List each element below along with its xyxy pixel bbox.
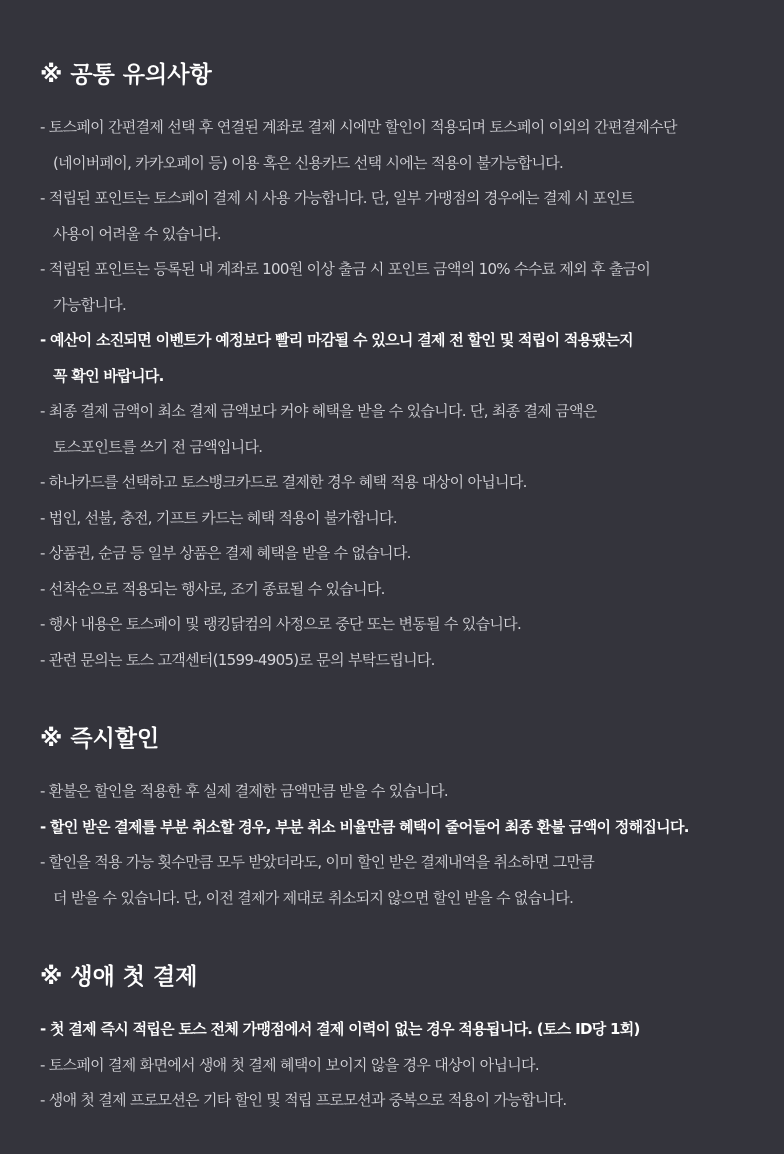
notice-line: - 토스페이 간편결제 선택 후 연결된 계좌로 결제 시에만 할인이 적용되며 토스페이 이외의 간편결제수단 (40, 118, 677, 136)
notice-list (40, 110, 784, 678)
notice-item (40, 572, 784, 608)
notice-line: - 생애 첫 결제 프로모션은 기타 할인 및 적립 프로모션과 중복으로 적용이 가능합니다. (40, 1091, 567, 1109)
notice-item (40, 845, 784, 916)
notice-line: - 적립된 포인트는 토스페이 결제 시 사용 가능합니다. 단, 일부 가맹점의 경우에는 결제 시 포인트 (40, 189, 634, 207)
notice-item-emphasized (40, 1012, 784, 1048)
notice-line: - 예산이 소진되면 이벤트가 예정보다 빨리 마감될 수 있으니 결제 전 할인 및 적립이 적용됐는지 (40, 331, 633, 349)
notice-line: - 최종 결제 금액이 최소 결제 금액보다 커야 혜택을 받을 수 있습니다. 단, 최종 결제 금액은 (40, 402, 597, 420)
notice-line: 더 받을 수 있습니다. 단, 이전 결제가 제대로 취소되지 않으면 할인 받을 수 없습니다. (53, 888, 574, 907)
notice-item-emphasized (40, 810, 784, 846)
notice-line: 꼭 확인 바랍니다. (53, 366, 164, 385)
notice-item (40, 536, 784, 572)
notice-list (40, 774, 784, 916)
notice-line: - 토스페이 결제 화면에서 생애 첫 결제 혜택이 보이지 않을 경우 대상이 아닙니다. (40, 1055, 539, 1074)
notice-item (40, 465, 784, 501)
notice-line: - 관련 문의는 토스 고객센터(1599-4905)로 문의 부탁드립니다. (40, 650, 435, 669)
notice-line: - 행사 내용은 토스페이 및 랭킹닭컴의 사정으로 중단 또는 변동될 수 있습니다. (40, 615, 522, 633)
notice-item (40, 501, 784, 537)
notice-line: - 하나카드를 선택하고 토스뱅크카드로 결제한 경우 혜택 적용 대상이 아닙니다. (40, 473, 527, 491)
notice-line: - 할인 받은 결제를 부분 취소할 경우, 부분 취소 비율만큼 혜택이 줄어들어 최종 환불 금액이 정해집니다. (40, 817, 689, 836)
notice-item (40, 181, 784, 252)
notice-line: - 첫 결제 즉시 적립은 토스 전체 가맹점에서 결제 이력이 없는 경우 적용됩니다. (토스 ID당 1회) (40, 1020, 640, 1038)
section-title: ※ 공통 유의사항 (40, 62, 212, 88)
notice-item (40, 1083, 784, 1119)
notice-item (40, 774, 784, 810)
notice-line: - 적립된 포인트는 등록된 내 계좌로 100원 이상 출금 시 포인트 금액의 10% 수수료 제외 후 출금이 (40, 260, 651, 278)
section-title: ※ 즉시할인 (40, 726, 160, 752)
notice-item (40, 394, 784, 465)
notice-line: - 할인을 적용 가능 횟수만큼 모두 받았더라도, 이미 할인 받은 결제내역을 취소하면 그만큼 (40, 853, 595, 871)
notice-line: (네이버페이, 카카오페이 등) 이용 혹은 신용카드 선택 시에는 적용이 불가능합니다. (53, 153, 564, 172)
notice-list (40, 1012, 784, 1119)
section-common-notice (40, 58, 784, 678)
section-title: ※ 생애 첫 결제 (40, 964, 198, 990)
section-instant-discount (40, 722, 784, 916)
notice-item (40, 252, 784, 323)
notice-line: 가능합니다. (53, 295, 127, 314)
section-first-payment (40, 960, 784, 1119)
notice-item (40, 110, 784, 181)
notice-line: - 선착순으로 적용되는 행사로, 조기 종료될 수 있습니다. (40, 579, 385, 598)
notice-item (40, 643, 784, 679)
notice-item (40, 1048, 784, 1084)
notice-line: 토스포인트를 쓰기 전 금액입니다. (53, 437, 263, 456)
notice-item (40, 607, 784, 643)
notice-line: - 상품권, 순금 등 일부 상품은 결제 혜택을 받을 수 없습니다. (40, 544, 411, 562)
notice-item-emphasized (40, 323, 784, 394)
notice-line: 사용이 어려울 수 있습니다. (53, 224, 221, 243)
notice-line: - 환불은 할인을 적용한 후 실제 결제한 금액만큼 받을 수 있습니다. (40, 782, 449, 800)
notice-line: - 법인, 선불, 충전, 기프트 카드는 혜택 적용이 불가합니다. (40, 508, 397, 527)
